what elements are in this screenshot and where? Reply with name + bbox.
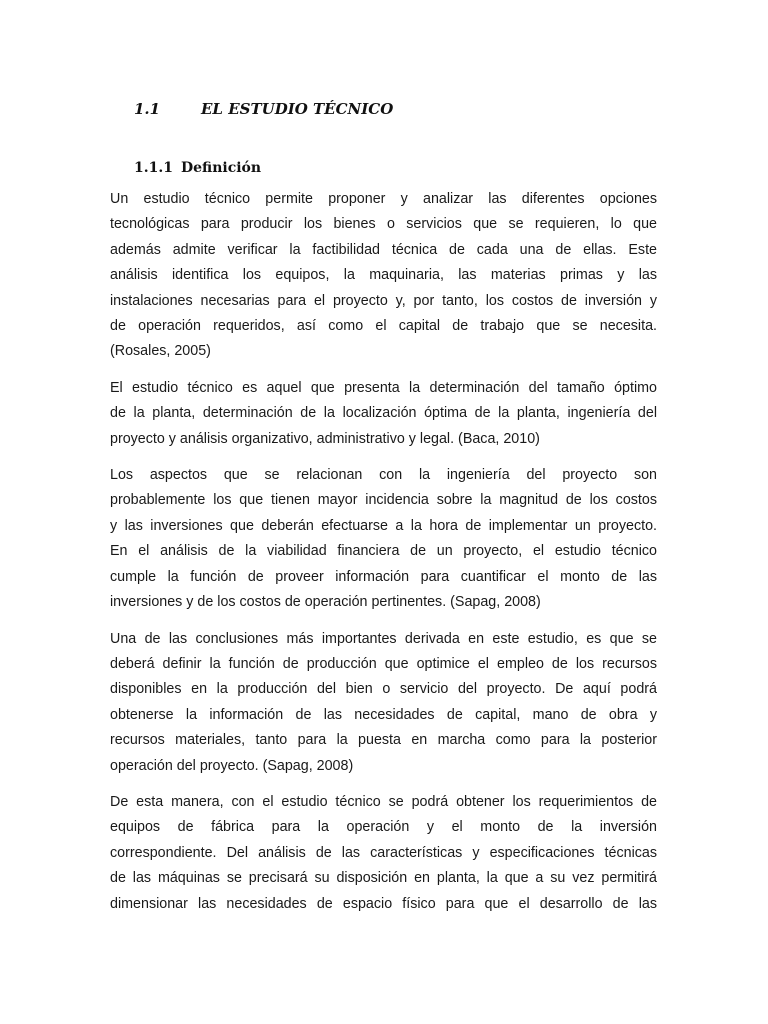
paragraph (110, 627, 657, 779)
text-line: correspondiente. Del análisis de las características y especificaciones técnicas (110, 844, 657, 861)
text-line: además admite verificar la factibilidad técnica de cada una de ellas. Este (110, 241, 657, 258)
subsection-title: Definición (180, 160, 262, 176)
text-line: cumple la función de proveer información para cuantificar el monto de las (110, 568, 657, 585)
section-title: EL ESTUDIO TÉCNICO (201, 100, 394, 118)
text-line: análisis identifica los equipos, la maquinaria, las materias primas y las (110, 267, 657, 284)
paragraph (110, 376, 657, 452)
text-line: obtenerse la información de las necesidades de capital, mano de obra y (110, 706, 657, 723)
text-line: (Rosales, 2005) (110, 343, 211, 360)
text-line: deberá definir la función de producción que optimice el empleo de los recursos (110, 655, 657, 672)
text-line: dimensionar las necesidades de espacio físico para que el desarrollo de las (110, 895, 657, 912)
text-line: proyecto y análisis organizativo, administrativo y legal. (Baca, 2010) (110, 430, 540, 447)
body-text (110, 187, 657, 928)
paragraph (110, 790, 657, 917)
text-line: de la planta, determinación de la localización óptima de la planta, ingeniería del (110, 405, 657, 422)
text-line: y las inversiones que deberán efectuarse a la hora de implementar un proyecto. (110, 517, 657, 534)
text-line: de las máquinas se precisará su disposición en planta, la que a su vez permitirá (110, 870, 657, 887)
text-line: De esta manera, con el estudio técnico se podrá obtener los requerimientos de (110, 793, 657, 810)
subsection-number: 1.1.1 (134, 160, 173, 176)
text-line: recursos materiales, tanto para la puesta en marcha como para la posterior (110, 732, 657, 749)
text-line: operación del proyecto. (Sapag, 2008) (110, 757, 354, 774)
subsection-heading (134, 160, 261, 176)
text-line: El estudio técnico es aquel que presenta la determinación del tamaño óptimo (110, 379, 657, 396)
section-number: 1.1 (134, 100, 161, 118)
text-line: equipos de fábrica para la operación y el monto de la inversión (110, 819, 657, 836)
paragraph (110, 187, 657, 365)
text-line: probablemente los que tienen mayor incidencia sobre la magnitud de los costos (110, 492, 657, 509)
text-line: Una de las conclusiones más importantes derivada en este estudio, es que se (110, 630, 657, 647)
text-line: disponibles en la producción del bien o servicio del proyecto. De aquí podrá (110, 681, 657, 698)
text-line: de operación requeridos, así como el capital de trabajo que se necesita. (110, 318, 657, 335)
text-line: instalaciones necesarias para el proyecto y, por tanto, los costos de inversión y (110, 292, 657, 309)
text-line: Un estudio técnico permite proponer y analizar las diferentes opciones (110, 191, 657, 207)
text-line: Los aspectos que se relacionan con la ingeniería del proyecto son (110, 467, 657, 484)
text-line: inversiones y de los costos de operación pertinentes. (Sapag, 2008) (110, 594, 541, 611)
paragraph (110, 463, 657, 615)
text-line: tecnológicas para producir los bienes o servicios que se requieren, lo que (110, 216, 657, 233)
section-heading (134, 100, 393, 118)
text-line: En el análisis de la viabilidad financiera de un proyecto, el estudio técnico (110, 543, 657, 560)
